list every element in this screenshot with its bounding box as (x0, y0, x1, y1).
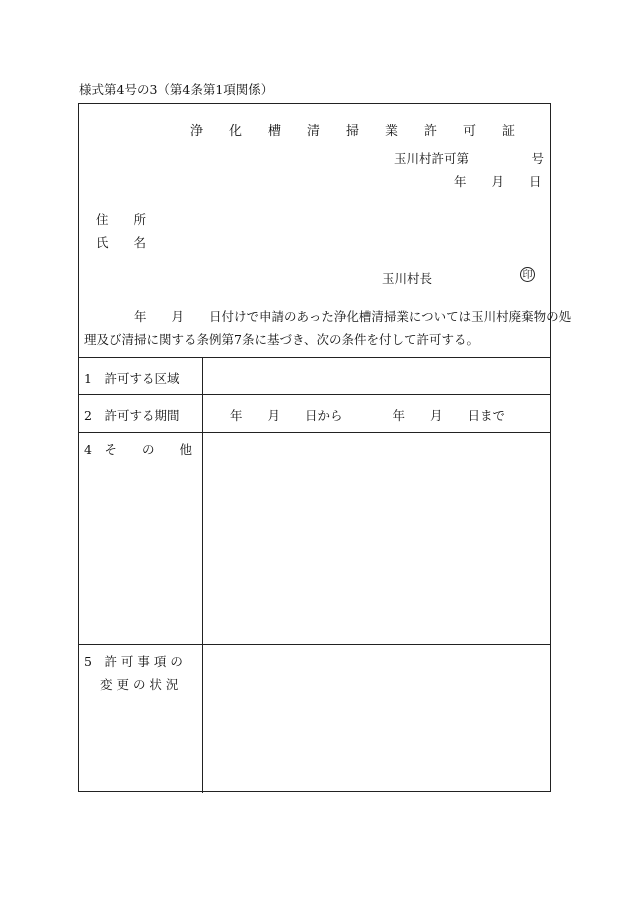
change-label-line-2: 変 更 の 状 況 (100, 677, 179, 692)
other-label: 4 そ の 他 (84, 442, 192, 457)
seal-mark: 印 (520, 267, 535, 282)
form-number-label: 様式第4号の3（第4条第1項関係） (79, 82, 274, 97)
permit-number: 玉川村許可第 号 (394, 151, 545, 166)
certificate-title: 浄化槽清掃業許可証 (190, 124, 542, 139)
name-label: 氏 名 (96, 235, 147, 250)
period-value: 年 月 日から 年 月 日まで (230, 408, 506, 423)
row-divider-other-top (79, 432, 550, 433)
row-divider-change-top (79, 644, 550, 645)
period-label: 2 許可する期間 (84, 408, 180, 423)
column-divider (202, 357, 203, 793)
area-label: 1 許可する区域 (84, 371, 180, 386)
certificate-body-line-2: 理及び清掃に関する条例第7条に基づき、次の条件を付して許可する。 (84, 332, 479, 347)
issue-date: 年 月 日 (454, 174, 542, 189)
address-label: 住 所 (96, 212, 147, 227)
certificate-body-line-1: 年 月 日付けで申請のあった浄化槽清掃業については玉川村廃棄物の処 (84, 309, 572, 324)
issuer-name: 玉川村長 (382, 271, 433, 286)
row-divider-period-top (79, 394, 550, 395)
change-label-line-1: 5 許 可 事 項 の (84, 654, 183, 669)
row-divider-area-top (79, 357, 550, 358)
